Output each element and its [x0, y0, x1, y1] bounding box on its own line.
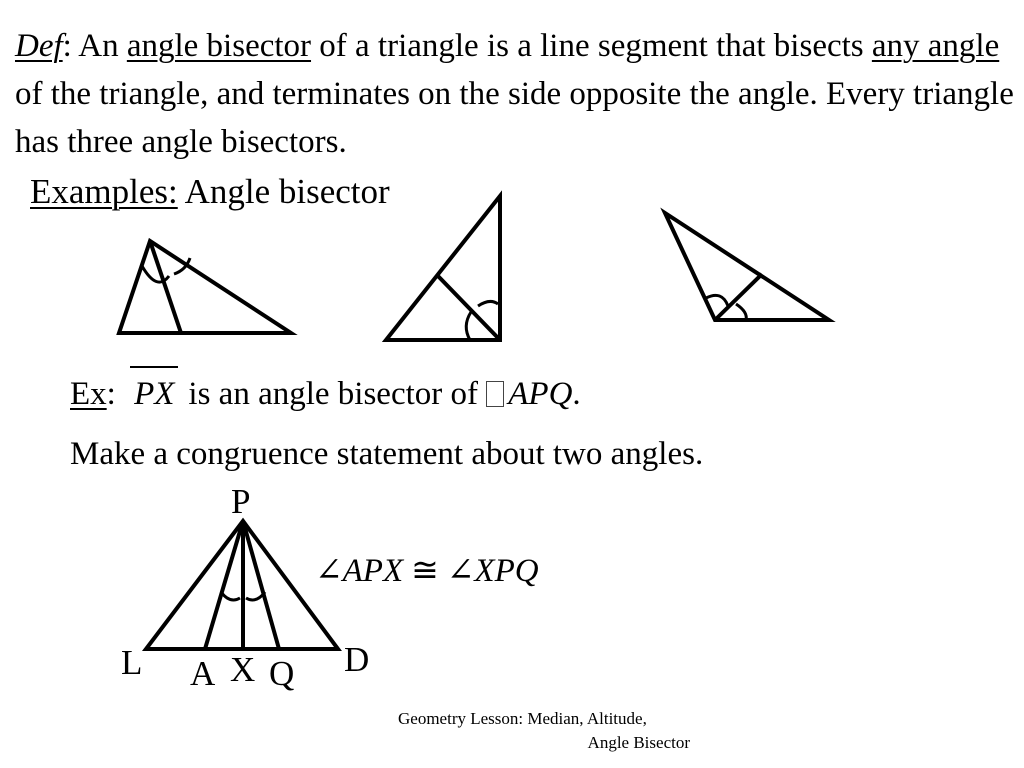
footer-line-1: Geometry Lesson: Median, Altitude, — [398, 709, 647, 728]
examples-caption: Angle bisector — [177, 172, 390, 211]
def-term: Def — [15, 28, 63, 64]
vertex-label-L: L — [121, 643, 143, 682]
point-label-X: X — [230, 650, 256, 689]
def-text-1: An — [71, 28, 127, 64]
def-keyword-any-angle: any angle — [871, 28, 1000, 64]
examples-label: Examples: — [30, 172, 178, 211]
segment-overbar — [130, 366, 178, 368]
angle-symbol-glyph — [486, 381, 504, 407]
example-triangle-1 — [119, 241, 291, 333]
example-triangle-2 — [386, 196, 500, 340]
ex-colon: : — [106, 376, 116, 412]
example-triangle-3 — [665, 213, 829, 320]
ex-text: is an angle bisector of — [188, 376, 487, 412]
congruence-statement — [315, 549, 539, 593]
vertex-label-P: P — [231, 482, 251, 521]
exercise-line — [70, 372, 581, 416]
statement-right-angle: ∠XPQ — [446, 553, 539, 589]
ex-period: . — [572, 376, 581, 412]
exercise-triangle — [146, 521, 338, 649]
vertex-label-D: D — [344, 640, 370, 679]
point-label-A: A — [190, 654, 216, 693]
point-label-Q: Q — [269, 654, 295, 693]
angle-name: APQ — [508, 376, 573, 412]
segment-PA — [205, 521, 243, 649]
def-colon: : — [62, 28, 72, 64]
footer-caption — [380, 707, 690, 755]
congruent-symbol: ≅ — [411, 553, 439, 589]
exercise-prompt: Make a congruence statement about two angles. — [70, 436, 704, 472]
statement-left-angle: ∠APX — [315, 553, 404, 589]
segment-PQ — [243, 521, 279, 649]
def-text-3: of the triangle, and terminates on the side opposite the angle. Every triangle has three angle bisectors. — [15, 76, 1014, 160]
ex-label: Ex — [70, 376, 107, 412]
segment-px-label: PX — [134, 376, 175, 412]
footer-line-2: Angle Bisector — [587, 733, 690, 752]
segment-px-notation — [134, 372, 174, 416]
def-keyword-angle-bisector: angle bisector — [126, 28, 312, 64]
def-text-2: of a triangle is a line segment that bisects — [311, 28, 872, 64]
